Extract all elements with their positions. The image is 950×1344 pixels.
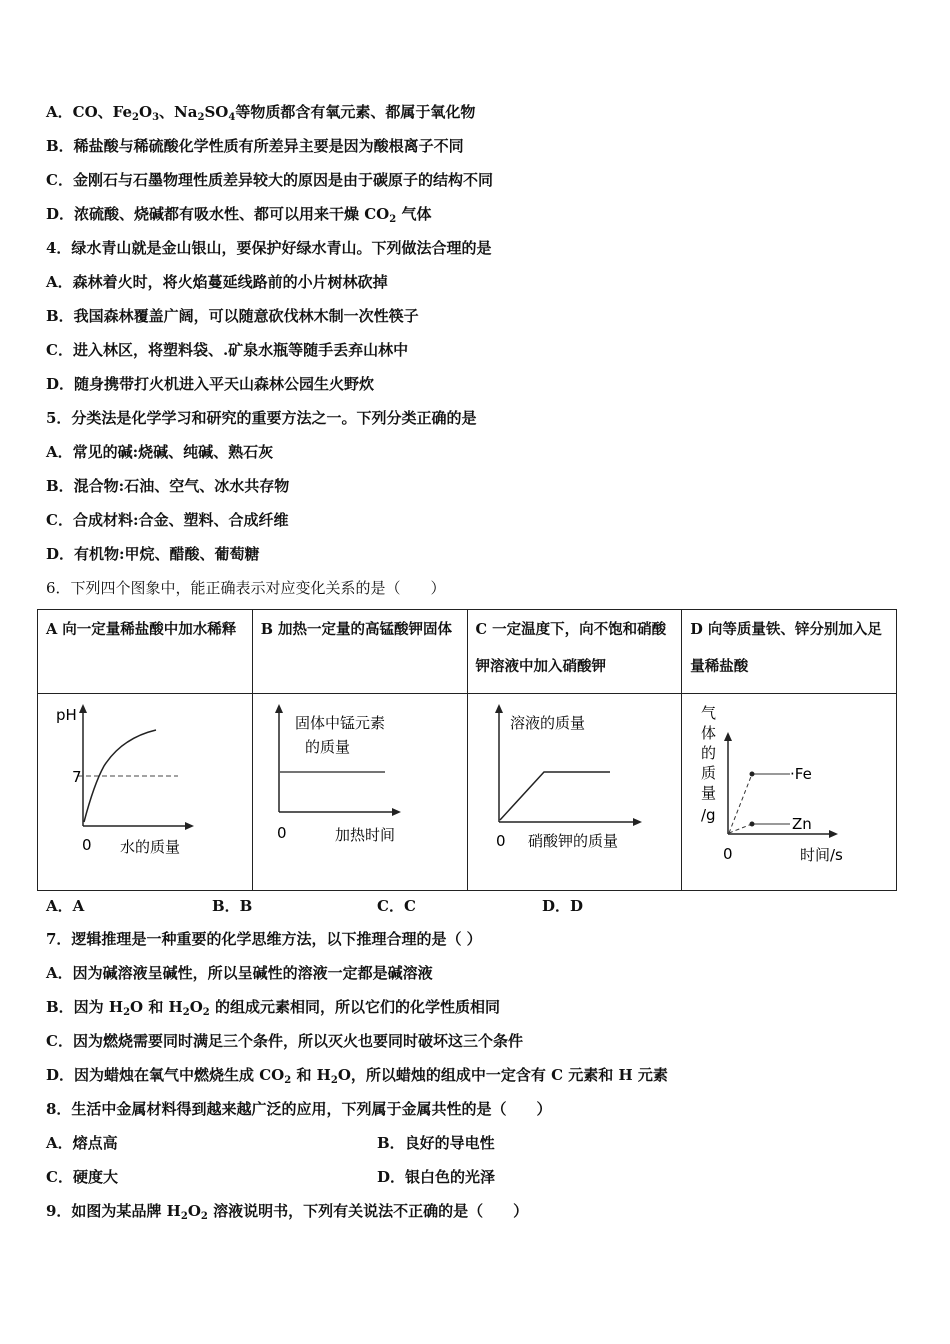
graph-b-x-arrow: [392, 808, 401, 816]
q5-stem: 5．分类法是化学学习和研究的重要方法之一。下列分类正确的是: [46, 409, 477, 427]
graph-a: [38, 694, 252, 890]
cell-a-title: A 向一定量稀盐酸中加水稀释: [38, 610, 253, 694]
graph-d-ylabel-1: 气: [701, 704, 717, 722]
graph-c-x-arrow: [633, 818, 642, 826]
graph-d-zn-label: Zn: [792, 815, 813, 833]
q4-option-b: B．我国森林覆盖广阔，可以随意砍伐林木制一次性筷子: [46, 307, 419, 325]
q8-option-d: D．银白色的光泽: [377, 1168, 496, 1186]
graph-c-xlabel: 硝酸钾的质量: [527, 832, 618, 850]
q6-option-d: D．D: [542, 897, 584, 915]
graph-b-y-arrow: [275, 704, 283, 713]
graph-d-xlabel: 时间/s: [800, 846, 844, 864]
q3-option-b: B．稀盐酸与稀硫酸化学性质有所差异主要是因为酸根离子不同: [46, 137, 464, 155]
cell-c-title: C 一定温度下，向不饱和硝酸钾溶液中加入硝酸钾: [467, 610, 682, 694]
graph-d-y-arrow: [724, 732, 732, 741]
graph-a-xlabel: 水的质量: [120, 838, 181, 856]
cell-b-title: B 加热一定量的高锰酸钾固体: [252, 610, 467, 694]
graph-a-y-arrow: [79, 704, 87, 713]
graph-d-ylabel-3: 的: [701, 744, 717, 762]
q9-stem: 9．如图为某品牌 $H_2O_2$ 溶液说明书，下列有关说法不正确的是（ ）: [46, 1202, 529, 1222]
graph-d-fe-rise: [729, 774, 752, 833]
q8-stem: 8．生活中金属材料得到越来越广泛的应用，下列属于金属共性的是（ ）: [46, 1100, 552, 1118]
q6-option-b: B．B: [212, 897, 253, 915]
q7-option-a: A．因为碱溶液呈碱性，所以呈碱性的溶液一定都是碱溶液: [46, 964, 433, 982]
graph-c-y-arrow: [495, 704, 503, 713]
q6-stem: 6．下列四个图象中，能正确表示对应变化关系的是（ ）: [46, 579, 446, 597]
q3-option-c: C．金刚石与石墨物理性质差异较大的原因是由于碳原子的结构不同: [46, 171, 493, 189]
q4-stem: 4．绿水青山就是金山银山，要保护好绿水青山。下列做法合理的是: [46, 239, 492, 257]
graph-b: [253, 694, 467, 890]
graph-d-ylabel-4: 质: [701, 764, 717, 782]
graph-b-ylabel-2: 的质量: [304, 738, 350, 756]
q3-option-a: A．CO、$Fe_2O_3$、$Na_2SO_4$等物质都含有氧元素、都属于氧化物: [46, 103, 476, 123]
graph-d-ylabel-5: 量: [701, 784, 717, 802]
q6-option-c: C．C: [377, 897, 416, 915]
graph-d-fe-label: ·Fe: [790, 765, 813, 783]
q3-option-d: D．浓硫酸、烧碱都有吸水性、都可以用来干燥 $CO_2$ 气体: [46, 205, 432, 225]
graph-b-ylabel-1: 固体中锰元素: [294, 714, 385, 732]
q8-option-a: A．熔点高: [46, 1134, 118, 1152]
graph-a-ylabel: pH: [56, 706, 77, 724]
graph-b-xlabel: 加热时间: [334, 826, 395, 844]
graph-d-x-arrow: [829, 830, 838, 838]
q5-option-c: C．合成材料:合金、塑料、合成纤维: [46, 511, 289, 529]
graph-c-ylabel: 溶液的质量: [509, 714, 585, 732]
q5-option-b: B．混合物:石油、空气、冰水共存物: [46, 477, 290, 495]
q4-option-a: A．森林着火时，将火焰蔓延线路前的小片树林砍掉: [46, 273, 388, 291]
q6-option-a: A．A: [46, 897, 85, 915]
q4-option-d: D．随身携带打火机进入平天山森林公园生火野炊: [46, 375, 375, 393]
graph-d-fe-point: [750, 772, 755, 777]
graph-d-origin: 0: [723, 845, 733, 863]
q6-graph-table: [37, 609, 897, 891]
graph-b-origin: 0: [276, 824, 287, 842]
graph-d-ylabel-2: 体: [701, 724, 717, 742]
q4-option-c: C．进入林区，将塑料袋、.矿泉水瓶等随手丢弃山林中: [46, 341, 409, 359]
graph-a-x-arrow: [185, 822, 194, 830]
q7-option-c: C．因为燃烧需要同时满足三个条件，所以灭火也要同时破坏这三个条件: [46, 1032, 523, 1050]
graph-d-ylabel-6: /g: [701, 806, 716, 824]
graph-d: [682, 694, 896, 890]
q8-option-b: B．良好的导电性: [377, 1134, 495, 1152]
graph-c: [468, 694, 682, 890]
q5-option-d: D．有机物:甲烷、醋酸、葡萄糖: [46, 545, 260, 563]
q7-option-b: B．因为 $H_2O$ 和 $H_2O_2$ 的组成元素相同，所以它们的化学性质相同: [46, 998, 500, 1018]
q8-option-c: C．硬度大: [46, 1168, 118, 1186]
graph-a-tick-7: 7: [72, 768, 82, 786]
q5-option-a: A．常见的碱:烧碱、纯碱、熟石灰: [46, 443, 274, 461]
q7-option-d: D．因为蜡烛在氧气中燃烧生成 $CO_2$ 和 $H_2O$，所以蜡烛的组成中一定含有 C 元素和 H 元素: [46, 1066, 668, 1086]
graph-c-origin: 0: [495, 832, 506, 850]
graph-c-line: [500, 772, 610, 820]
cell-d-title: D 向等质量铁、锌分别加入足量稀盐酸: [682, 610, 897, 694]
graph-a-origin: 0: [82, 836, 92, 854]
q7-stem: 7．逻辑推理是一种重要的化学思维方法，以下推理合理的是（ ）: [46, 930, 482, 948]
graph-d-zn-point: [750, 822, 755, 827]
